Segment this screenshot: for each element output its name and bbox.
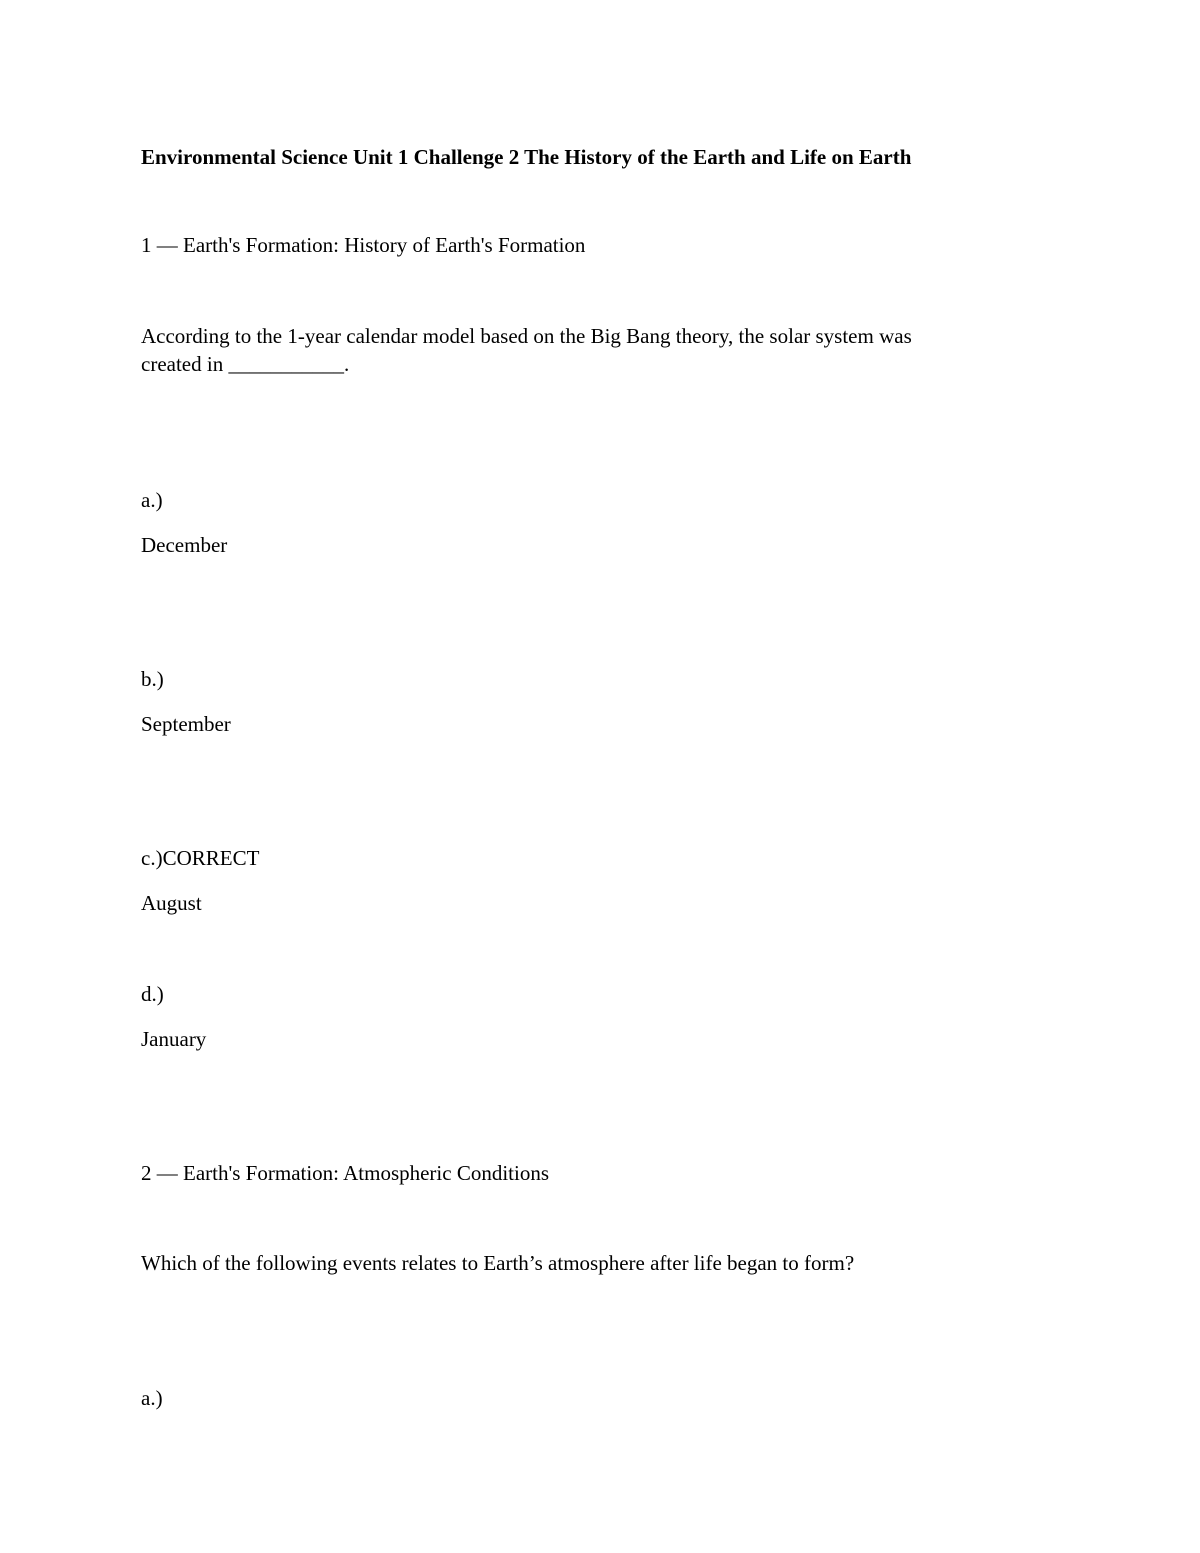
option-b-text: September — [141, 712, 231, 736]
option-d-label: d.) — [141, 982, 164, 1006]
question-1-text-line-2: created in ___________. — [141, 352, 350, 376]
question-2-text: Which of the following events relates to Earth’s atmosphere after life began to form? — [141, 1251, 855, 1275]
option-a-text: December — [141, 533, 228, 557]
option-c-text: August — [141, 891, 202, 915]
option-c-label: c.)CORRECT — [141, 846, 260, 870]
question-1-heading: 1 — Earth's Formation: History of Earth's Formation — [141, 233, 586, 257]
question-1-text-line-1: According to the 1-year calendar model based on the Big Bang theory, the solar system was — [141, 324, 912, 348]
question-2-option-a-label: a.) — [141, 1386, 163, 1410]
question-2-heading: 2 — Earth's Formation: Atmospheric Conditions — [141, 1161, 550, 1185]
option-a-label: a.) — [141, 488, 163, 512]
option-d-text: January — [141, 1027, 207, 1051]
option-b-label: b.) — [141, 667, 164, 691]
document-title: Environmental Science Unit 1 Challenge 2 The History of the Earth and Life on Earth — [141, 145, 912, 169]
